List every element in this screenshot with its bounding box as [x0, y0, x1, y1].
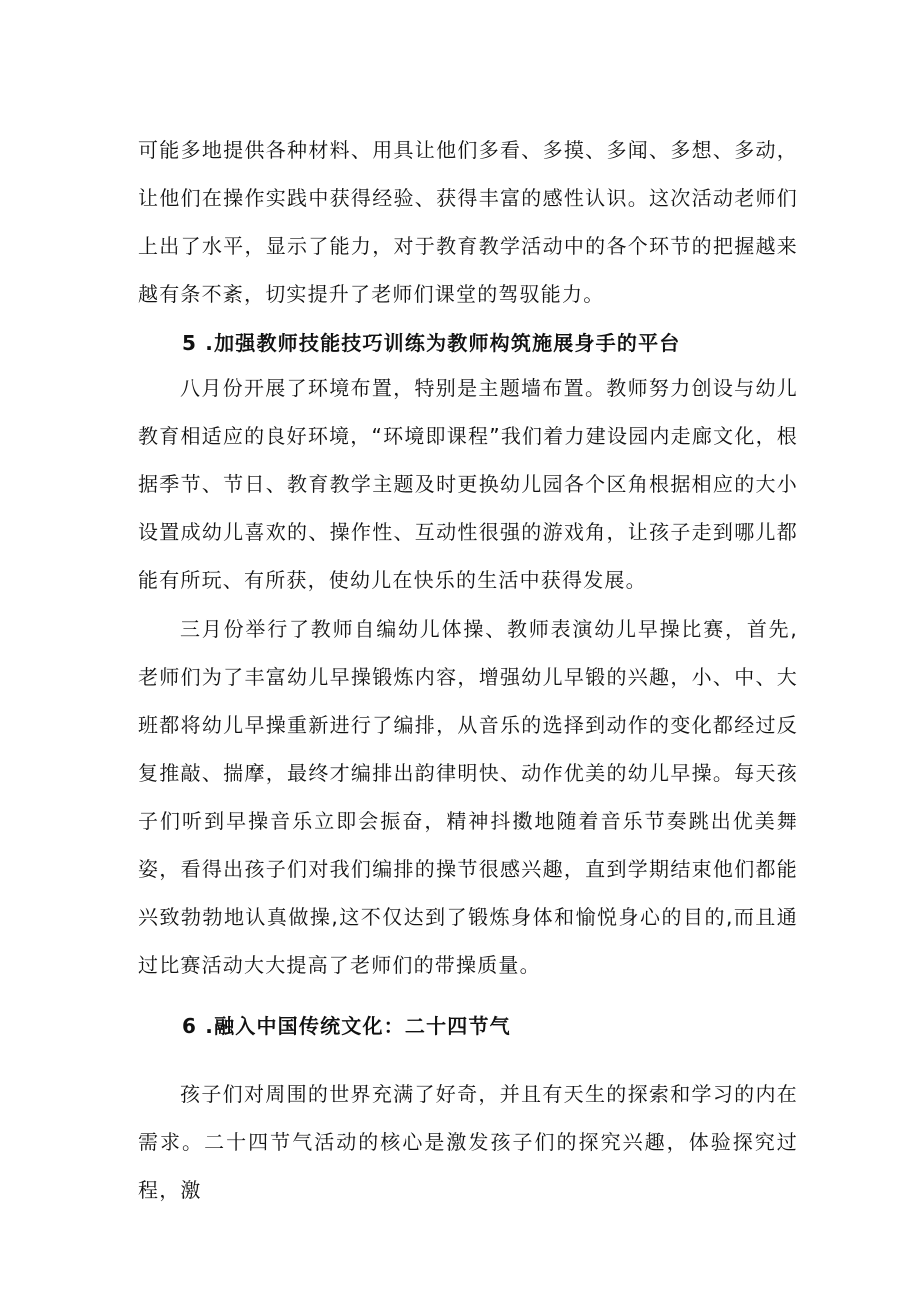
section-heading-6: 6 .融入中国传统文化：二十四节气 [182, 1014, 511, 1038]
body-paragraph-continuation: 可能多地提供各种材料、用具让他们多看、多摸、多闻、多想、多动，让他们在操作实践中获得经验、获得丰富的感性认识。这次活动老师们上出了水平，显示了能力，对于教育教学活动中的各个环节的把握越来越有条不紊，切实提升了老师们课堂的驾驭能力。 [138, 138, 798, 306]
body-paragraph-environment: 八月份开展了环境布置，特别是主题墙布置。教师努力创设与幼儿教育相适应的良好环境，“环境即课程”我们着力建设园内走廊文化，根据季节、节日、教育教学主题及时更换幼儿园各个区角根据相应的大小设置成幼儿喜欢的、操作性、互动性很强的游戏角，让孩子走到哪儿都能有所玩、有所获，使幼儿在快乐的生活中获得发展。 [138, 376, 798, 592]
section-heading-5: 5 .加强教师技能技巧训练为教师构筑施展身手的平台 [182, 331, 681, 355]
body-paragraph-solar-terms: 孩子们对周围的世界充满了好奇，并且有天生的探索和学习的内在需求。二十四节气活动的核心是激发孩子们的探究兴趣，体验探究过程，激 [138, 1082, 798, 1202]
body-paragraph-morning-exercise: 三月份举行了教师自编幼儿体操、教师表演幼儿早操比赛，首先,老师们为了丰富幼儿早操锻炼内容，增强幼儿早锻的兴趣，小、中、大班都将幼儿早操重新进行了编排，从音乐的选择到动作的变化都经过反复推敲、揣摩，最终才编排出韵律明快、动作优美的幼儿早操。每天孩子们听到早操音乐立即会振奋，精神抖擞地随着音乐节奏跳出优美舞姿，看得出孩子们对我们编排的操节很感兴趣，直到学期结束他们都能兴致勃勃地认真做操,这不仅达到了锻炼身体和愉悦身心的目的,而且通过比赛活动大大提高了老师们的带操质量。 [138, 617, 798, 977]
